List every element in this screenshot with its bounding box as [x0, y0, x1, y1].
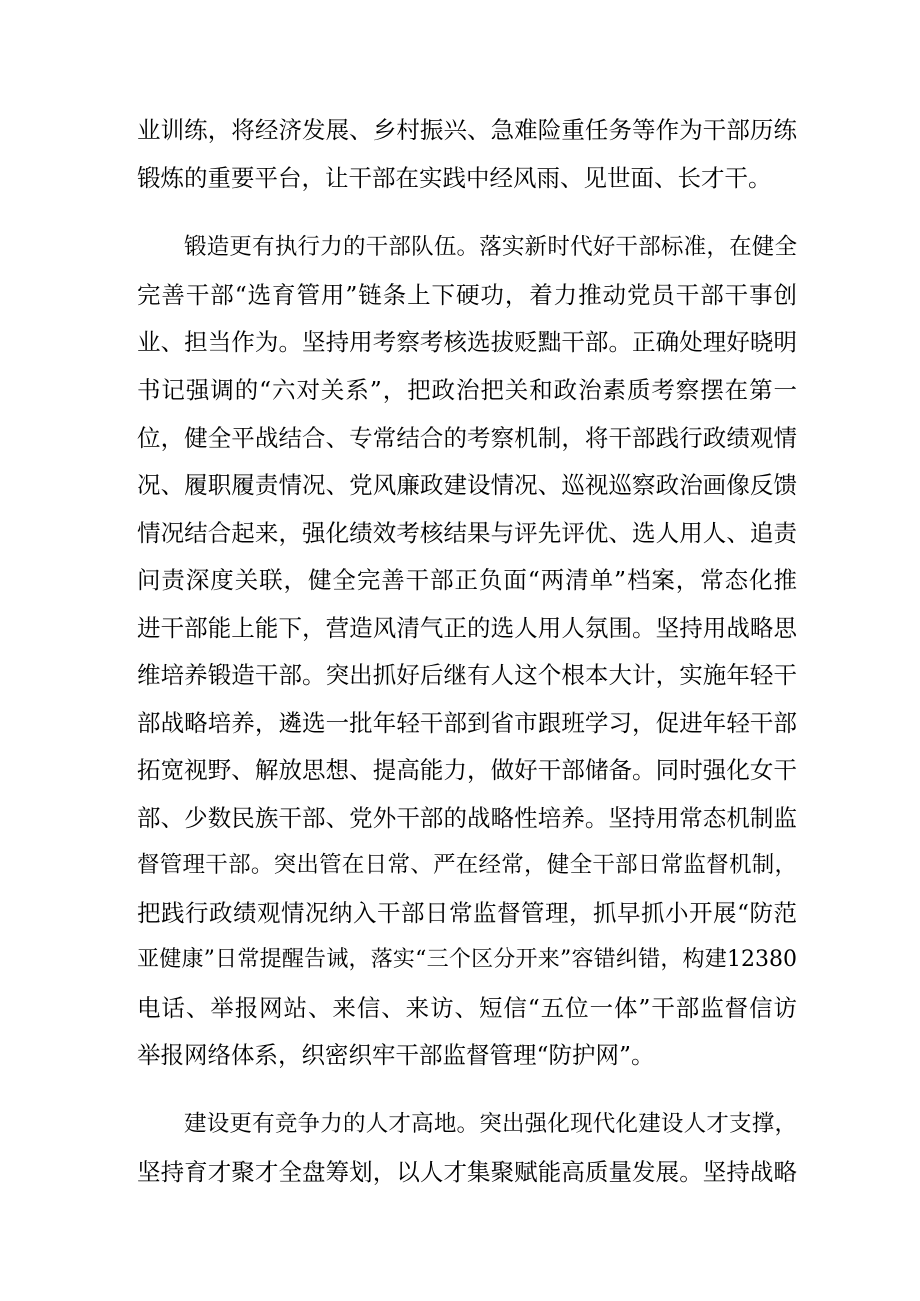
text-line: 进干部能上能下，营造风清气正的选人用人氛围。坚持用战略思: [137, 614, 797, 642]
text-line: 部战略培养，遴选一批年轻干部到省市跟班学习，促进年轻干部: [137, 709, 797, 737]
text-line: 督管理干部。突出管在日常、严在经常，健全干部日常监督机制，: [137, 852, 797, 878]
text-line: 电话、举报网站、来信、来访、短信“五位一体”干部监督信访: [137, 994, 797, 1022]
text-line: 部、少数民族干部、党外干部的战略性培养。坚持用常态机制监: [137, 804, 797, 832]
text-line: 问责深度关联，健全完善干部正负面“两清单”档案，常态化推: [137, 566, 797, 594]
text-line: 况、履职履责情况、党风廉政建设情况、巡视巡察政治画像反馈: [137, 471, 797, 499]
text-line: 锻炼的重要平台，让干部在实践中经风雨、见世面、长才干。: [137, 164, 772, 192]
text-line: 情况结合起来，强化绩效考核结果与评先评优、选人用人、追责: [137, 519, 797, 547]
text-line: 书记强调的“六对关系”，把政治把关和政治素质考察摆在第一: [137, 376, 797, 404]
text-line: 业训练，将经济发展、乡村振兴、急难险重任务等作为干部历练: [137, 116, 797, 144]
text-line: 拓宽视野、解放思想、提高能力，做好干部储备。同时强化女干: [137, 756, 797, 784]
text-line: 业、担当作为。坚持用考察考核选拔贬黜干部。正确处理好晓明: [137, 328, 797, 356]
text-line: 把践行政绩观情况纳入干部日常监督管理，抓早抓小开展“防范: [137, 899, 797, 927]
text-line: 亚健康”日常提醒告诫，落实“三个区分开来”容错纠错，构建12380: [137, 947, 797, 972]
text-line: 举报网络体系，织密织牢干部监督管理“防护网”。: [137, 1041, 655, 1069]
text-line: 完善干部“选育管用”链条上下硬功，着力推动党员干部干事创: [137, 281, 797, 309]
text-line: 维培养锻造干部。突出抓好后继有人这个根本大计，实施年轻干: [137, 661, 797, 689]
text-line: 坚持育才聚才全盘筹划，以人才集聚赋能高质量发展。坚持战略: [137, 1158, 797, 1186]
text-line: 建设更有竞争力的人才高地。突出强化现代化建设人才支撑，: [184, 1111, 797, 1137]
text-line: 位，健全平战结合、专常结合的考察机制，将干部践行政绩观情: [137, 424, 797, 452]
text-line: 锻造更有执行力的干部队伍。落实新时代好干部标准，在健全: [184, 234, 797, 260]
